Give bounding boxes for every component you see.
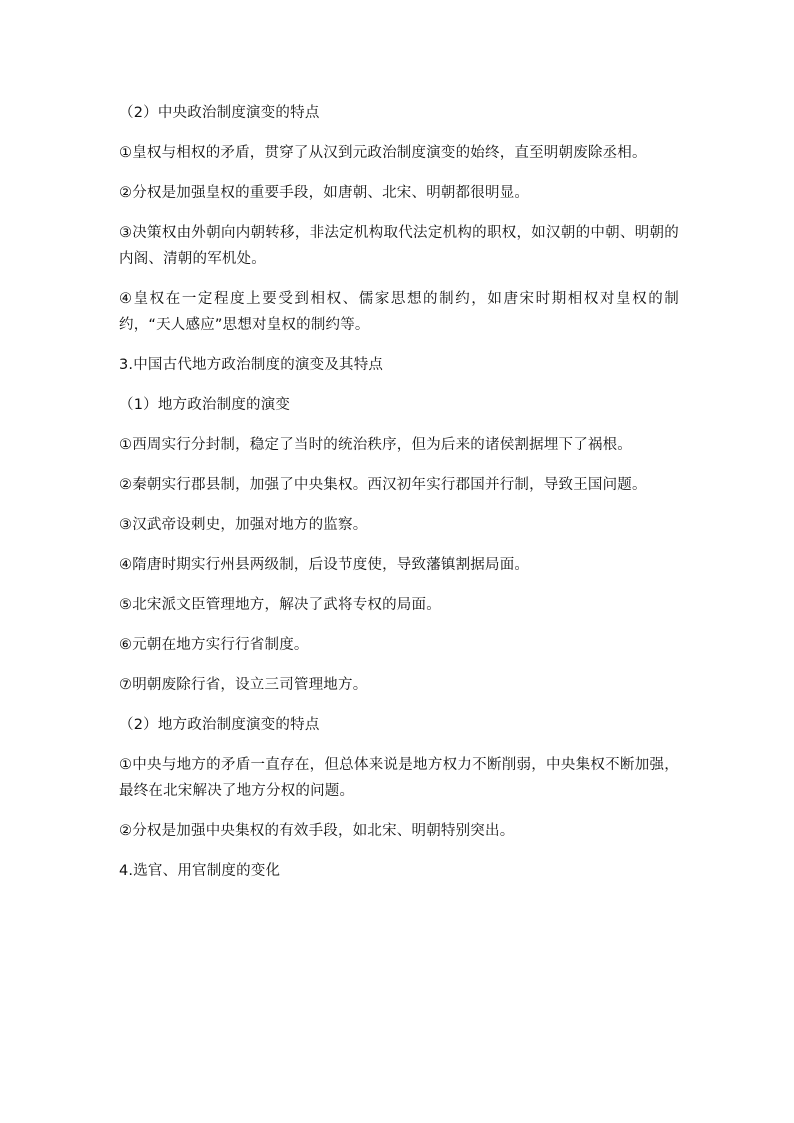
- section-heading-official-selection: 4.选官、用官制度的变化: [119, 863, 281, 879]
- paragraph-item: ①西周实行分封制，稳定了当时的统治秩序，但为后来的诸侯割据埋下了祸根。: [119, 437, 632, 453]
- paragraph-item: ⑦明朝废除行省，设立三司管理地方。: [119, 677, 368, 693]
- paragraph-item: ②分权是加强皇权的重要手段，如唐朝、北宋、明朝都很明显。: [119, 185, 530, 201]
- subheading-local-evolution: （1）地方政治制度的演变: [119, 397, 291, 413]
- paragraph-item: ③汉武帝设刺史，加强对地方的监察。: [119, 517, 368, 533]
- subheading-local-features: （2）地方政治制度演变的特点: [119, 717, 320, 733]
- paragraph-item: ①中央与地方的矛盾一直存在，但总体来说是地方权力不断削弱，中央集权不断加强，最终在北宋解决了地方分权的问题。: [119, 757, 679, 799]
- subheading-central-features: （2）中央政治制度演变的特点: [119, 105, 320, 121]
- document-body: [119, 100, 679, 898]
- section-heading-local-system: 3.中国古代地方政治制度的演变及其特点: [119, 357, 384, 373]
- paragraph-item: ⑥元朝在地方实行行省制度。: [119, 637, 309, 653]
- paragraph-item: ④皇权在一定程度上要受到相权、儒家思想的制约，如唐宋时期相权对皇权的制约，“天人感应”思想对皇权的制约等。: [119, 291, 679, 333]
- paragraph-item: ②秦朝实行郡县制，加强了中央集权。西汉初年实行郡国并行制，导致王国问题。: [119, 477, 647, 493]
- paragraph-item: ②分权是加强中央集权的有效手段，如北宋、明朝特别突出。: [119, 823, 515, 839]
- paragraph-item: ③决策权由外朝向内朝转移，非法定机构取代法定机构的职权，如汉朝的中朝、明朝的内阁、清朝的军机处。: [119, 225, 679, 267]
- paragraph-item: ①皇权与相权的矛盾，贯穿了从汉到元政治制度演变的始终，直至明朝废除丞相。: [119, 145, 647, 161]
- paragraph-item: ⑤北宋派文臣管理地方，解决了武将专权的局面。: [119, 597, 441, 613]
- paragraph-item: ④隋唐时期实行州县两级制，后设节度使，导致藩镇割据局面。: [119, 557, 530, 573]
